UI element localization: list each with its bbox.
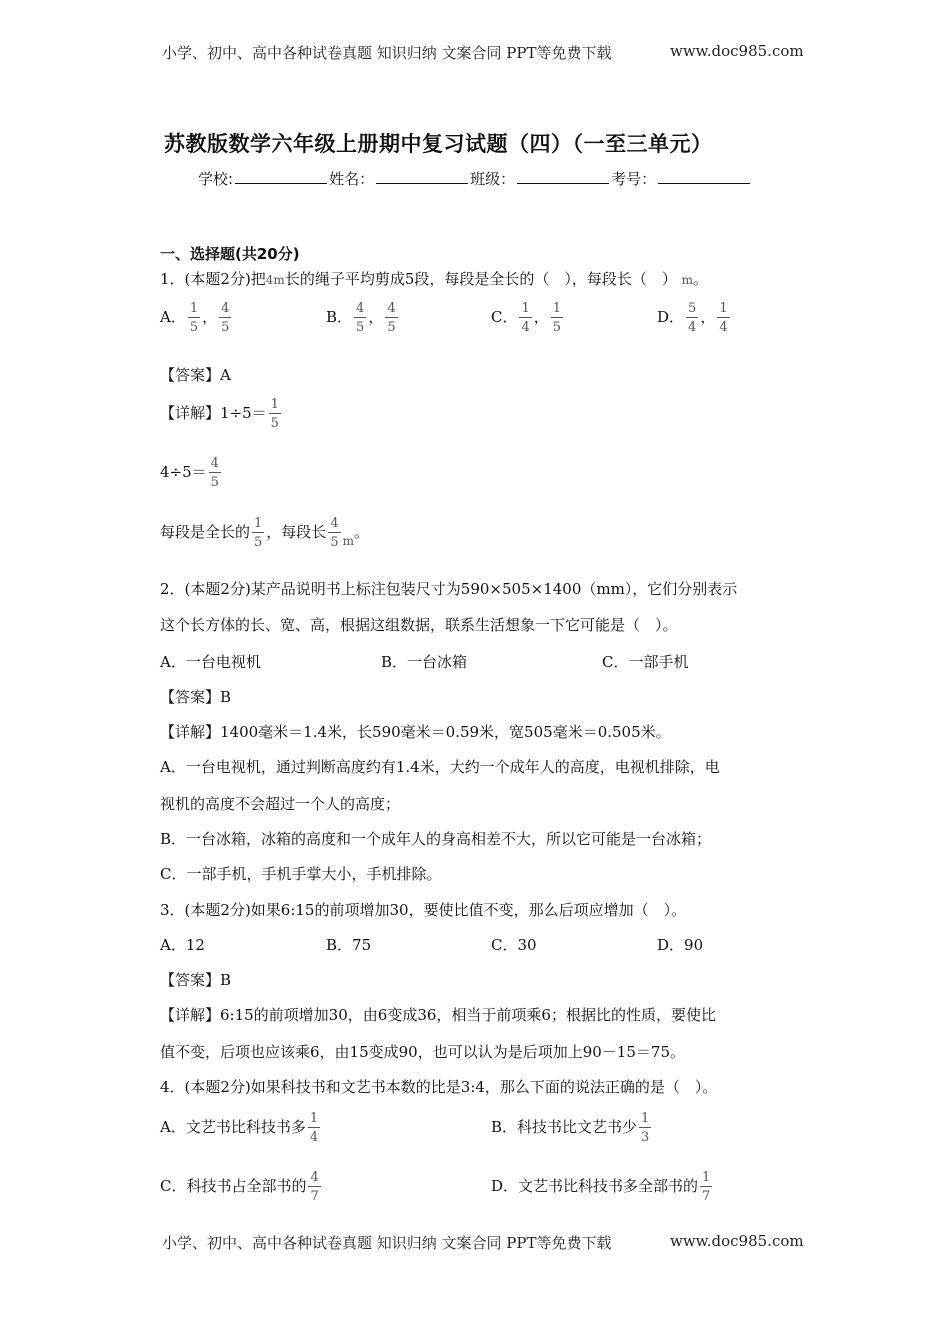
fraction xyxy=(700,1171,712,1203)
denominator: 4 xyxy=(308,1127,320,1144)
q1-answer: 【答案】A xyxy=(160,366,231,384)
numerator: 4 xyxy=(387,301,396,316)
q1-detail-3 xyxy=(160,517,369,549)
q3-detail-1: 【详解】6:15的前项增加30，由6变成36，相当于前项乘6；根据比的性质，要使比 xyxy=(160,1006,716,1024)
question-4-stem: 4．(本题2分)如果科技书和文艺书本数的比是3:4，那么下面的说法正确的是（ ）。 xyxy=(160,1078,718,1096)
option-text: A．文艺书比科技书多 xyxy=(160,1118,306,1136)
fraction xyxy=(328,517,340,549)
numerator: 1 xyxy=(270,397,279,412)
option-label: D． xyxy=(657,308,685,326)
q2-option-c[interactable]: C．一部手机 xyxy=(602,653,689,671)
denominator: 5 xyxy=(328,532,340,549)
fraction xyxy=(219,302,231,334)
numerator: 4 xyxy=(330,516,339,531)
fraction xyxy=(385,302,397,334)
numerator: 4 xyxy=(221,301,230,316)
denominator: 4 xyxy=(519,317,531,334)
detail-text: 每段是全长的 xyxy=(160,523,251,541)
q3-option-d[interactable]: D．90 xyxy=(657,936,704,954)
q2-detail-5: C．一部手机，手机手掌大小，手机排除。 xyxy=(160,865,442,883)
q1-detail-1 xyxy=(160,398,283,430)
numerator: 4 xyxy=(356,301,365,316)
q1-unit: m xyxy=(681,273,694,287)
name-blank xyxy=(376,169,468,184)
fraction xyxy=(209,457,221,489)
school-blank xyxy=(235,169,327,184)
denominator: 5 xyxy=(188,317,200,334)
fraction xyxy=(354,302,366,334)
page-header-text: 小学、初中、高中各种试卷真题 知识归纳 文案合同 PPT等免费下载 xyxy=(162,44,612,62)
fraction xyxy=(551,302,563,334)
denominator: 3 xyxy=(639,1127,651,1144)
denominator: 5 xyxy=(209,472,221,489)
option-label: B． xyxy=(326,308,353,326)
student-info-line xyxy=(198,168,752,189)
school-label: 学校: xyxy=(198,170,234,188)
numerator: 1 xyxy=(254,516,263,531)
q3-detail-2: 值不变，后项也应该乘6，由15变成90，也可以认为是后项加上90－15＝75。 xyxy=(160,1043,685,1061)
numerator: 1 xyxy=(309,1111,319,1126)
q4-option-c[interactable] xyxy=(160,1171,323,1203)
q1-stem-a: 1．(本题2分)把 xyxy=(160,270,266,288)
unit: m xyxy=(342,534,354,548)
q3-option-c[interactable]: C．30 xyxy=(491,936,537,954)
option-text: B．科技书比文艺书少 xyxy=(491,1118,638,1136)
q1-stem-b: 长的绳子平均剪成5段，每段是全长的（ ），每段长（ ） xyxy=(284,270,677,288)
detail-text: 。 xyxy=(353,523,369,541)
fraction xyxy=(308,1112,320,1144)
question-3-stem: 3．(本题2分)如果6:15的前项增加30，要使比值不变，那么后项应增加（ ）。 xyxy=(160,901,687,919)
q4-option-d[interactable] xyxy=(491,1171,714,1203)
q1-stem-c: 。 xyxy=(693,270,709,288)
q1-detail-2 xyxy=(160,457,223,489)
detail-text: 4÷5＝ xyxy=(160,463,207,481)
q2-detail-3: 视机的高度不会超过一个人的高度； xyxy=(160,795,401,813)
separator: ， xyxy=(700,308,716,326)
page-header-url: www.doc985.com xyxy=(670,42,804,60)
fraction xyxy=(519,302,531,334)
numerator: 1 xyxy=(641,1111,650,1126)
denominator: 7 xyxy=(308,1186,320,1203)
name-label: 姓名： xyxy=(329,170,375,188)
question-2-line-2: 这个长方体的长、宽、高，根据这组数据，联系生活想象一下它可能是（ ）。 xyxy=(160,616,678,634)
option-label: C． xyxy=(491,308,518,326)
denominator: 7 xyxy=(700,1186,712,1203)
denominator: 4 xyxy=(686,317,698,334)
class-blank xyxy=(517,169,609,184)
exam-no-label: 考号： xyxy=(611,170,657,188)
numerator: 1 xyxy=(702,1170,711,1185)
separator: ， xyxy=(202,308,218,326)
numerator: 4 xyxy=(210,456,219,471)
option-text: D．文艺书比科技书多全部书的 xyxy=(491,1177,699,1195)
q3-option-a[interactable]: A．12 xyxy=(160,936,205,954)
q2-detail-4: B．一台冰箱，冰箱的高度和一个成年人的身高相差不大，所以它可能是一台冰箱； xyxy=(160,830,712,848)
q2-detail-2: A．一台电视机，通过判断高度约有1.4米，大约一个成年人的高度，电视机排除，电 xyxy=(160,758,720,776)
fraction xyxy=(308,1171,320,1203)
fraction xyxy=(188,302,200,334)
denominator: 5 xyxy=(252,532,264,549)
detail-text: 【详解】1÷5＝ xyxy=(160,404,267,422)
page-footer-text: 小学、初中、高中各种试卷真题 知识归纳 文案合同 PPT等免费下载 xyxy=(162,1234,612,1252)
q2-answer: 【答案】B xyxy=(160,688,232,706)
fraction xyxy=(717,302,729,334)
denominator: 5 xyxy=(219,317,231,334)
q2-detail-1: 【详解】1400毫米＝1.4米，长590毫米＝0.59米，宽505毫米＝0.505米。 xyxy=(160,723,671,741)
numerator: 1 xyxy=(189,301,199,316)
detail-text: ，每段长 xyxy=(266,523,327,541)
denominator: 4 xyxy=(717,317,729,334)
numerator: 4 xyxy=(310,1170,319,1185)
section-heading: 一、选择题(共20分) xyxy=(160,245,300,263)
numerator: 1 xyxy=(521,301,530,316)
page-title: 苏教版数学六年级上册期中复习试题（四）（一至三单元） xyxy=(164,132,713,156)
numerator: 5 xyxy=(688,301,697,316)
q3-answer: 【答案】B xyxy=(160,971,232,989)
q1-option-c[interactable] xyxy=(491,302,565,334)
q2-option-b[interactable]: B．一台冰箱 xyxy=(381,653,468,671)
option-text: C．科技书占全部书的 xyxy=(160,1177,307,1195)
q2-option-a[interactable]: A．一台电视机 xyxy=(160,653,261,671)
denominator: 5 xyxy=(269,413,281,430)
numerator: 1 xyxy=(552,301,562,316)
separator: ， xyxy=(368,308,384,326)
question-1-stem xyxy=(160,268,708,289)
q4-option-b[interactable] xyxy=(491,1112,653,1144)
question-2-line-1: 2．(本题2分)某产品说明书上标注包装尺寸为590×505×1400（mm），它们分别表示 xyxy=(160,580,738,598)
q3-option-b[interactable]: B．75 xyxy=(326,936,372,954)
fraction xyxy=(252,517,264,549)
exam-no-blank xyxy=(658,169,750,184)
denominator: 5 xyxy=(551,317,563,334)
option-label: A． xyxy=(160,308,186,326)
denominator: 5 xyxy=(385,317,397,334)
fraction xyxy=(639,1112,651,1144)
class-label: 班级： xyxy=(470,170,516,188)
q1-option-d[interactable] xyxy=(657,302,732,334)
q1-length: 4m xyxy=(265,273,285,287)
q4-option-a[interactable] xyxy=(160,1112,322,1144)
fraction xyxy=(269,398,281,430)
page-footer-url: www.doc985.com xyxy=(670,1232,804,1250)
numerator: 1 xyxy=(719,301,728,316)
denominator: 5 xyxy=(354,317,366,334)
q1-option-a[interactable] xyxy=(160,302,233,334)
separator: ， xyxy=(533,308,549,326)
fraction xyxy=(686,302,698,334)
q1-option-b[interactable] xyxy=(326,302,400,334)
